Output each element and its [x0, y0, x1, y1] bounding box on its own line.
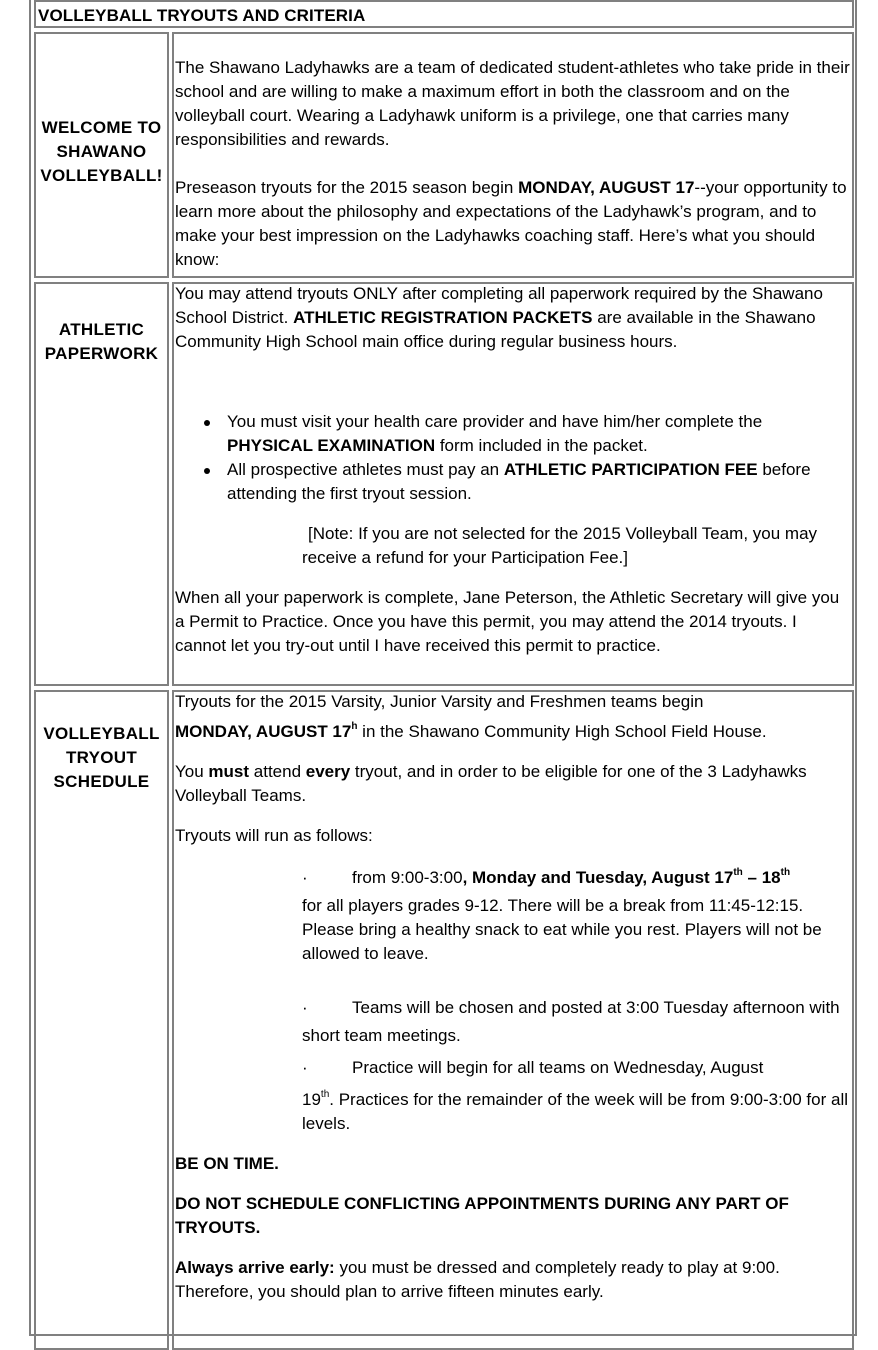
text: Practice will begin for all teams on Wednesday, August — [352, 1058, 764, 1077]
tryout-start-paragraph — [175, 690, 850, 744]
text: Teams will be chosen and posted at 3:00 Tuesday afternoon with short team meetings. — [302, 998, 840, 1045]
text: form included in the packet. — [435, 436, 648, 455]
permit-paragraph: When all your paperwork is complete, Jane Peterson, the Athletic Secretary will give you a Permit to Practice. Once you have this permit, you may attend the 2014 tryouts. I cannot let you try-out until I have received this permit to practice. — [175, 588, 840, 655]
text: You — [175, 762, 209, 781]
welcome-content-cell — [172, 32, 854, 278]
text: attend — [249, 762, 306, 781]
paperwork-label-cell — [34, 282, 169, 686]
text: Tryouts for the 2015 Varsity, Junior Varsity and Freshmen teams begin — [175, 692, 704, 711]
welcome-label-line: VOLLEYBALL! — [40, 166, 163, 185]
superscript: th — [780, 867, 791, 879]
paperwork-label-line: PAPERWORK — [44, 344, 159, 363]
preseason-paragraph — [175, 176, 850, 272]
no-conflict-notice — [175, 1192, 850, 1240]
start-date: MONDAY, AUGUST 17 — [518, 178, 695, 197]
schedule-label — [36, 722, 167, 794]
text: Preseason tryouts for the 2015 season begin — [175, 178, 519, 197]
bullet: · — [302, 1058, 308, 1077]
notice-text: DO NOT SCHEDULE CONFLICTING APPOINTMENTS DURING ANY PART OF TRYOUTS. — [175, 1194, 789, 1237]
fee-name: ATHLETIC PARTICIPATION FEE — [503, 460, 758, 479]
text: in the Shawano Community High School Field House. — [357, 722, 767, 741]
criteria-table — [29, 0, 857, 1336]
dates: , Monday and Tuesday, August 17 — [462, 868, 734, 887]
paperwork-bullet-list — [174, 410, 852, 506]
page-title: VOLLEYBALL TRYOUTS AND CRITERIA — [38, 6, 366, 25]
schedule-label-line: TRYOUT — [65, 748, 138, 767]
emphasis: every — [305, 762, 351, 781]
superscript: th — [733, 867, 743, 879]
attendance-paragraph — [175, 760, 850, 808]
welcome-label-line: SHAWANO — [56, 142, 147, 161]
emphasis: must — [208, 762, 250, 781]
tryouts-run-heading: Tryouts will run as follows: — [175, 826, 373, 845]
notice-text: BE ON TIME. — [175, 1154, 279, 1173]
text: You must visit your health care provider and have him/her complete the — [227, 412, 763, 431]
paperwork-content-cell — [172, 282, 854, 686]
refund-note: [Note: If you are not selected for the 2015 Volleyball Team, you may receive a refund for your Participation Fee.] — [302, 524, 818, 567]
start-date: MONDAY, AUGUST 17 — [175, 722, 352, 741]
packet-name: ATHLETIC REGISTRATION PACKETS — [293, 308, 593, 327]
welcome-label-cell — [34, 32, 169, 278]
text: before attending the first tryout session. — [227, 460, 811, 503]
schedule-content-cell — [172, 690, 854, 1350]
schedule-item-2 — [302, 994, 850, 1050]
arrive-early-paragraph — [175, 1256, 850, 1304]
paperwork-label-line: ATHLETIC — [58, 320, 145, 339]
paperwork-intro — [175, 282, 850, 354]
paperwork-label — [36, 318, 167, 366]
bullet: · — [302, 868, 308, 887]
text: tryout, and in order to be eligible for one of the 3 Ladyhawks Volleyball Teams. — [175, 762, 807, 805]
schedule-label-cell — [34, 690, 169, 1350]
welcome-paragraph: The Shawano Ladyhawks are a team of dedicated student-athletes who take pride in their school and are willing to make a maximum effort in both the classroom and on the volleyball court. Wearing a Ladyhawk uniform is a privilege, one that carries many responsibilities and rewards. — [175, 58, 850, 149]
text: 19 — [302, 1090, 321, 1109]
schedule-label-line: VOLLEYBALL — [43, 724, 160, 743]
welcome-label — [36, 116, 167, 188]
schedule-label-line: SCHEDULE — [53, 772, 150, 791]
dates: – 18 — [742, 868, 781, 887]
schedule-item-3 — [302, 1056, 850, 1136]
welcome-label-line: WELCOME TO — [41, 118, 162, 137]
start-line — [175, 720, 767, 744]
text: --your opportunity to learn more about the philosophy and expectations of the Ladyhawk’s program, and to make your best impression on the Ladyhawks coaching staff. Here’s what you should know: — [175, 178, 847, 269]
text: for all players grades 9-12. There will be a break from 11:45-12:15. Please bring a healthy snack to eat while you rest. Players will not be allowed to leave. — [302, 896, 822, 963]
text: are available in the Shawano Community High School main office during regular business hours. — [175, 308, 816, 351]
text: you must be dressed and completely ready to play at 9:00. Therefore, you should plan to arrive fifteen minutes early. — [175, 1258, 780, 1301]
bullet: · — [302, 998, 308, 1017]
list-item — [174, 410, 852, 458]
text: . Practices for the remainder of the week will be from 9:00-3:00 for all levels. — [302, 1090, 848, 1133]
time-range: from 9:00-3:00 — [352, 868, 463, 887]
text: You may attend tryouts ONLY after completing all paperwork required by the Shawano School District. — [175, 284, 823, 327]
form-name: PHYSICAL EXAMINATION — [227, 436, 436, 455]
item3-line — [302, 1088, 850, 1136]
on-time-notice — [175, 1152, 850, 1176]
superscript: th — [320, 1089, 330, 1101]
superscript: h — [351, 721, 358, 733]
list-item — [174, 458, 852, 506]
schedule-item-1 — [302, 866, 850, 966]
title-row — [34, 0, 854, 28]
emphasis: Always arrive early: — [175, 1258, 335, 1277]
text: All prospective athletes must pay an — [227, 460, 504, 479]
